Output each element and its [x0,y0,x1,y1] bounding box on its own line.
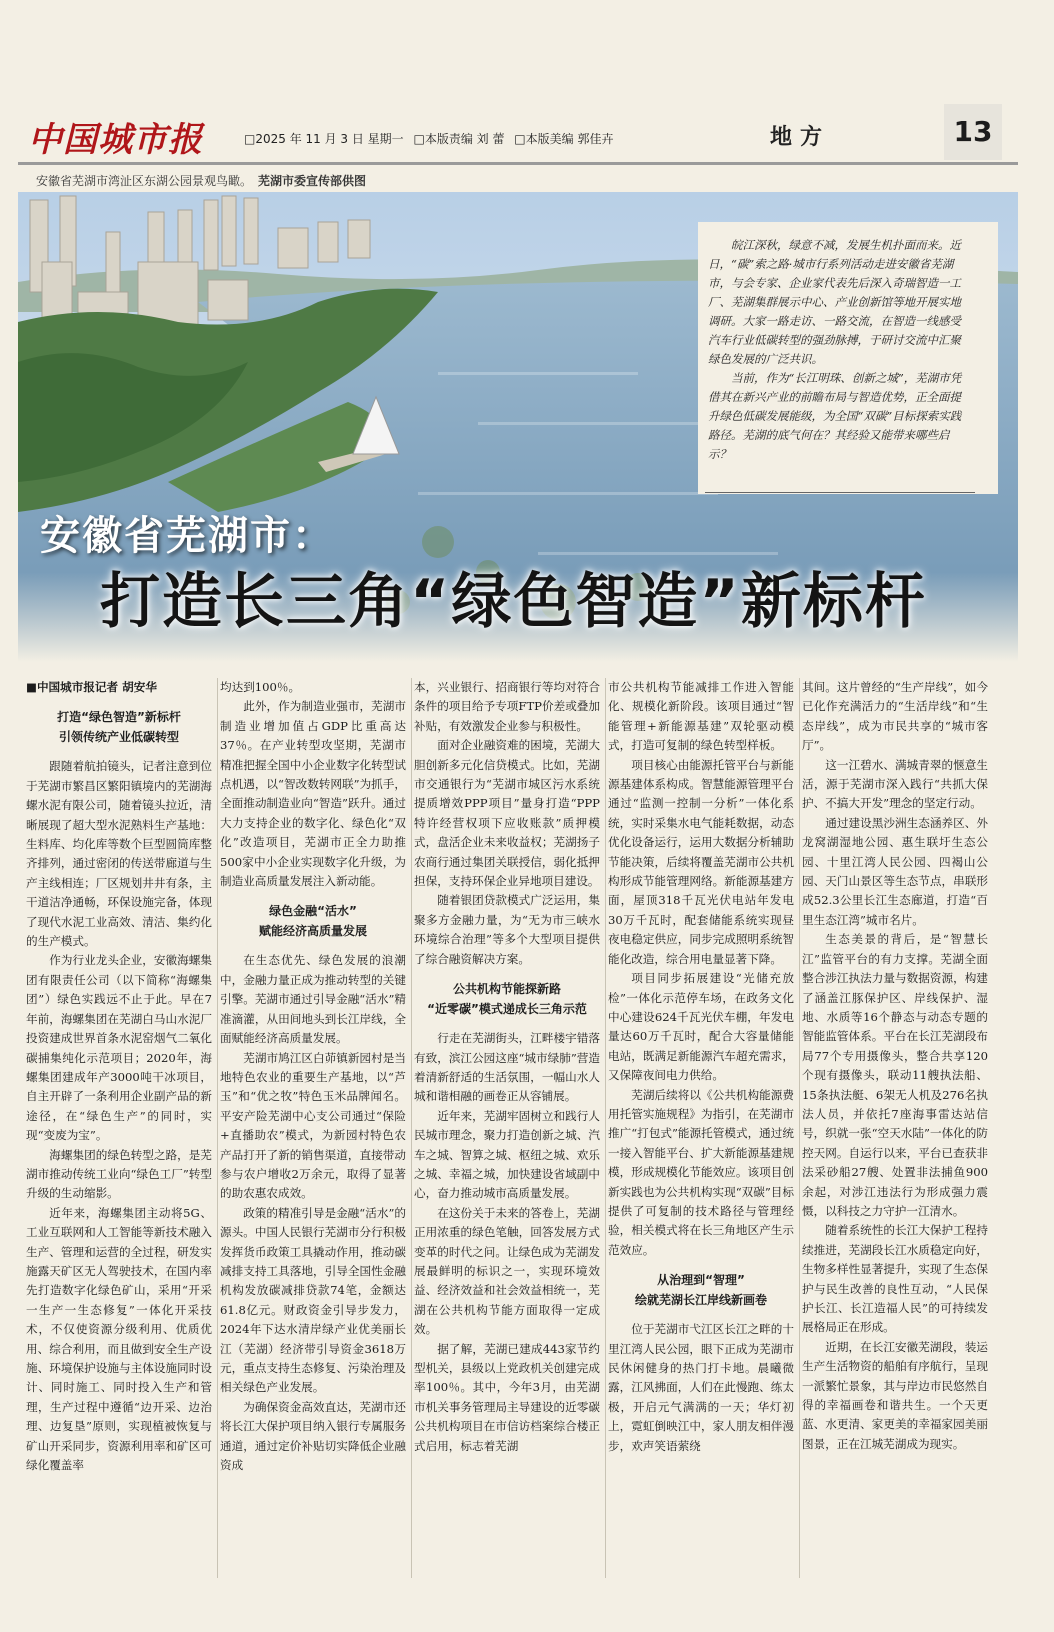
paragraph: 近年来，海螺集团主动将5G、工业互联网和人工智能等新技术融入生产、管理和运营的全过程，研发实施露天矿区无人驾驶技术，在国内率先打造数字化绿色矿山，采用“开采一生产一生态修复”一体化开采技术，不仅使资源分级利用、优质优用、综合利用，而且做到安全生产设施、环境保护设施与主体设施同时设计、同时施工、同时投入生产和管理，生产过程中遵循“边开采、边治理、边复垦”原则，实现植被恢复与矿山开采同步，资源利用率和矿区可绿化覆盖率 [26,1205,212,1473]
paragraph: 行走在芜湖街头，江畔楼宇错落有致，滨江公园这座“城市绿肺”营造着清新舒适的生活氛围，一幅山水人城和谐相融的画卷正从容铺展。 [414,1031,600,1104]
lead-para-2: 当前，作为“长江明珠、创新之城”，芜湖市凭借其在新兴产业的前瞻布局与智造优势，正全面提升绿色低碳发展能级，为全国“双碳”目标探索实践路径。芜湖的底气何在？其经验又能带来哪些启示？ [708,371,962,461]
paragraph: 芜湖市鸠江区白茆镇新园村是当地特色农业的重要生产基地，以“芦玉”和“优之牧”特色玉米品牌闻名。平安产险芜湖中心支公司通过“保险+直播助农”模式，为新园村特色农产品打开了新的销售渠道，直接带动参与农户增收2万余元，取得了显著的助农惠农成效。 [220,1050,406,1201]
headline-block [40,504,927,637]
masthead-logo: 中国城市报 [28,120,203,160]
paragraph: 政策的精准引导是金融“活水”的源头。中国人民银行芜湖市分行积极发挥货币政策工具撬动作用，推动碳减排支持工具落地，引导全国性金融机构发放碳减排贷款74笔，金额达61.8亿元。财政资金引导步发力，2024年下达水清岸绿产业优美丽长江（芜湖）经济带引导资金3618万元，重点支持生态修复、污染治理及相关绿色产业发展。 [220,1205,406,1395]
paragraph: 为确保资金高效直达，芜湖市还将长江大保护项目纳入银行专属服务通道，通过定价补贴切实降低企业融资成 [220,1399,406,1473]
designer-credit: □本版美编 郭佳卉 [514,132,614,146]
paragraph: 近期，在长江安徽芜湖段，装运生产生活物资的船舶有序航行，呈现一派繁忙景象，其与岸边市民悠然自得的幸福画卷和谐共生。一个天更蓝、水更清、家更美的幸福家园美丽图景，正在江城芜湖成为现实。 [802,1339,988,1451]
lead-para-1: 皖江深秋，绿意不减，发展生机扑面而来。近日，“碳”索之路·城市行系列活动走进安徽省芜湖市，与会专家、企业家代表先后深入奇瑞智造一工厂、芜湖集群展示中心、产业创新馆等地开展实地调研。大家一路走访、一路交流，在智造一线感受汽车行业低碳转型的强劲脉搏，于研讨交流中汇聚绿色发展的广泛共识。 [708,238,961,366]
paragraph: 在这份关于未来的答卷上，芜湖正用浓重的绿色笔触，回答发展方式变革的时代之问。让绿色成为芜湖发展最鲜明的标识之一，实现环境效益、经济效益和社会效益相统一，芜湖在公共机构节能方面取得一定成效。 [414,1205,600,1337]
caption-text: 安徽省芜湖市湾沚区东湖公园景观鸟瞰。 [36,174,253,188]
subheading-4 [608,1270,794,1310]
lead-paragraph [708,236,972,464]
paragraph: 随着银团贷款模式广泛运用，集聚多方金融力量，为“无为市三峡水环境综合治理”等多个大型项目提供了综合融资解决方案。 [414,893,600,966]
article-column-3 [414,678,600,1590]
paragraph: 芜湖后续将以《公共机构能源费用托管实施规程》为指引，在芜湖市推广“打包式”能源托管模式，通过统一接入智能平台、扩大新能源基建规模，形成规模化节能效应。该项目创新实践也为公共机构实现“双碳”目标提供了可复制的技术路径与管理经验，相关模式将在长三角地区产生示范效应。 [608,1087,794,1257]
photo-caption [36,172,366,189]
paragraph: 项目同步拓展建设“光储充放检”一体化示范停车场，在政务文化中心建设624千瓦光伏车棚，年发电量达60万千瓦时，配合大容量储能电站，既满足新能源汽车超充需求，又保障夜间电力供给。 [608,971,794,1083]
paragraph: 均达到100％。 [220,680,301,694]
lead-rule [705,492,975,493]
article-column-4 [608,678,794,1590]
photo-credit: 芜湖市委宣传部供图 [258,174,367,188]
paragraph: 本，兴业银行、招商银行等均对符合条件的项目给予专项FTP价差或叠加补贴，有效激发企业参与积极性。 [414,680,600,733]
article-column-1 [26,678,212,1590]
subheading-line: 打造“绿色智造”新标杆 [57,710,181,725]
paragraph: 在生态优先、绿色发展的浪潮中，金融力量正成为推动转型的关键引擎。芜湖市通过引导金融“活水”精准滴灌，从田间地头到长江岸线，全面赋能经济高质量发展。 [220,953,406,1046]
paragraph: 项目核心由能源托管平台与新能源基建体系构成。智慧能源管理平台通过“监测一控制一分析”一体化系统，实时采集水电气能耗数据，动态优化设备运行，运用大数据分析辅助节能决策，后续将覆盖芜湖市公共机构形成节能管理网络。新能源基建方面，屋顶318千瓦光伏电站年发电30万千瓦时，配套储能系统实现昼夜电稳定供应，同步完成照明系统智能化改造，综合用电量显著下降。 [608,757,794,966]
column-rule [605,678,606,1578]
paragraph: 其间。这片曾经的“生产岸线”，如今已化作充满活力的“生活岸线”和“生态岸线”，成为市民共享的“城市客厅”。 [802,680,988,753]
page-number: 13 [944,104,1002,160]
paragraph: 近年来，芜湖牢固树立和践行人民城市理念，聚力打造创新之城、汽车之城、智算之城、枢纽之城、欢乐之城、幸福之城，加快建设省域副中心，奋力推动城市高质量发展。 [414,1108,600,1201]
paragraph: 生态美景的背后，是“智慧长江”监管平台的有力支撑。芜湖全面整合涉江执法力量与数据资源，构建了涵盖江豚保护区、岸线保护、湿地、水质等16个静态与动态专题的智能监管体系。平台在长江芜湖段布局77个专用摄像头，整合共享120个现有摄像头，联动11艘执法船、15条执法艇、6架无人机及276名执法人员，并依托7座海事雷达站信号，织就一张“空天水陆”一体化的防控天网。自运行以来，平台已查获非法采砂船27艘、处置非法捕鱼900余起，对涉江违法行为形成强力震慑，以科技之力守护一江清水。 [802,932,988,1218]
subheading-line: 绘就芜湖长江岸线新画卷 [634,1293,767,1308]
paragraph: 这一江碧水、满城青翠的惬意生活，源于芜湖市深入践行“共抓大保护、不搞大开发”理念的坚定行动。 [802,757,988,811]
paragraph: 通过建设黑沙洲生态涵养区、外龙窝湖湿地公园、惠生联圩生态公园、十里江湾人民公园、四褐山公园、天门山景区等生态节点，串联形成52.3公里长江生态廊道，打造“百里生态江湾”城市名片。 [802,815,988,927]
headline-line1: 安徽省芜湖市： [40,513,334,559]
column-rule [411,678,412,1578]
subheading-line: 绿色金融“活水” [269,904,357,919]
paragraph: 此外，作为制造业强市，芜湖市制造业增加值占GDP比重高达37％。在产业转型攻坚期，芜湖市精准把握全国中小企业数字化转型试点机遇，以“智改数转网联”为抓手，全面推动制造业向“智造”跃升。通过大力支持企业的数字化、绿色化“双化”改造项目，芜湖市正全力助推500家中小企业实现数字化升级，为制造业高质量发展注入新动能。 [220,699,406,889]
paragraph: 面对企业融资难的困境，芜湖大胆创新多元化信贷模式。比如，芜湖市交通银行为“芜湖市城区污水系统提质增效PPP项目”量身打造“PPP特许经营权项下应收账款”质押模式，盘活企业未来收益权；芜湖扬子农商行通过集团关联授信，弱化抵押担保，支持环保企业异地项目建设。 [414,738,600,889]
subheading-1 [26,707,212,747]
dateline [244,130,619,147]
paragraph: 市公共机构节能减排工作进入智能化、规模化新阶段。该项目通过“智能管理+新能源基建”双轮驱动模式，打造可复制的绿色转型样板。 [608,680,794,753]
subheading-line: 公共机构节能探新路 [452,982,561,997]
issue-date: □2025 年 11 月 3 日 星期一 [244,132,404,146]
paragraph: 跟随着航拍镜头，记者注意到位于芜湖市繁昌区繁阳镇境内的芜湖海螺水泥有限公司，随着镜头拉近，清晰展现了超大型水泥熟料生产基地：生料库、均化库等数个巨型圆筒库整齐排列，通过密闭的传送带廊道与生产主线相连；厂区规划井井有条，主干道洁净通畅，环保设施完备，体现了现代水泥工业高效、清洁、集约化的生产模式。 [26,759,212,949]
subheading-line: 赋能经济高质量发展 [258,924,367,939]
editor-credit: □本版责编 刘 蕾 [413,132,505,146]
byline: ■中国城市报记者 胡安华 [26,680,157,694]
column-rule [799,678,800,1578]
article-column-2 [220,678,406,1590]
paragraph: 随着系统性的长江大保护工程持续推进，芜湖段长江水质稳定向好，生物多样性显著提升，实现了生态保护与民生改善的良性互动，“人民保护长江、长江造福人民”的可持续发展格局正在形成。 [802,1223,988,1335]
article-column-5 [802,678,988,1590]
paragraph: 位于芜湖市弋江区长江之畔的十里江湾人民公园，眼下正成为芜湖市民休闲健身的热门打卡地。晨曦微露，江风拂面，人们在此慢跑、练太极，开启元气满满的一天；华灯初上，霓虹倒映江中，家人朋友相伴漫步，欢声笑语萦绕 [608,1322,794,1453]
subheading-3 [414,979,600,1019]
paragraph: 据了解，芜湖已建成443家节约型机关，县级以上党政机关创建完成率100％。其中，今年3月，由芜湖市机关事务管理局主导建设的近零碳公共机构项目在市信访档案综合楼正式启用，标志着芜湖 [414,1341,600,1453]
section-name: 地方 [770,125,831,150]
subheading-line: 引领传统产业低碳转型 [58,730,179,745]
subheading-2 [220,901,406,941]
header-rule [18,162,1018,165]
paragraph: 作为行业龙头企业，安徽海螺集团有限责任公司（以下简称“海螺集团”）绿色实践远不止于此。早在7年前，海螺集团在芜湖白马山水泥厂投资建成世界首条水泥窑烟气二氧化碳捕集纯化示范项目；2020年，海螺集团建成年产3000吨干冰项目，自主开辟了一条利用企业副产品的新途径，在“绿色生产”的同时，实现“变废为宝”。 [26,953,212,1143]
column-rule [217,678,218,1578]
paragraph: 海螺集团的绿色转型之路，是芜湖市推动传统工业向“绿色工厂”转型升级的生动缩影。 [26,1147,212,1201]
headline-line2: 打造长三角“绿色智造”新标杆 [100,567,927,637]
subheading-line: “近零碳”模式递成长三角示范 [427,1002,587,1017]
subheading-line: 从治理到“智理” [657,1273,745,1288]
